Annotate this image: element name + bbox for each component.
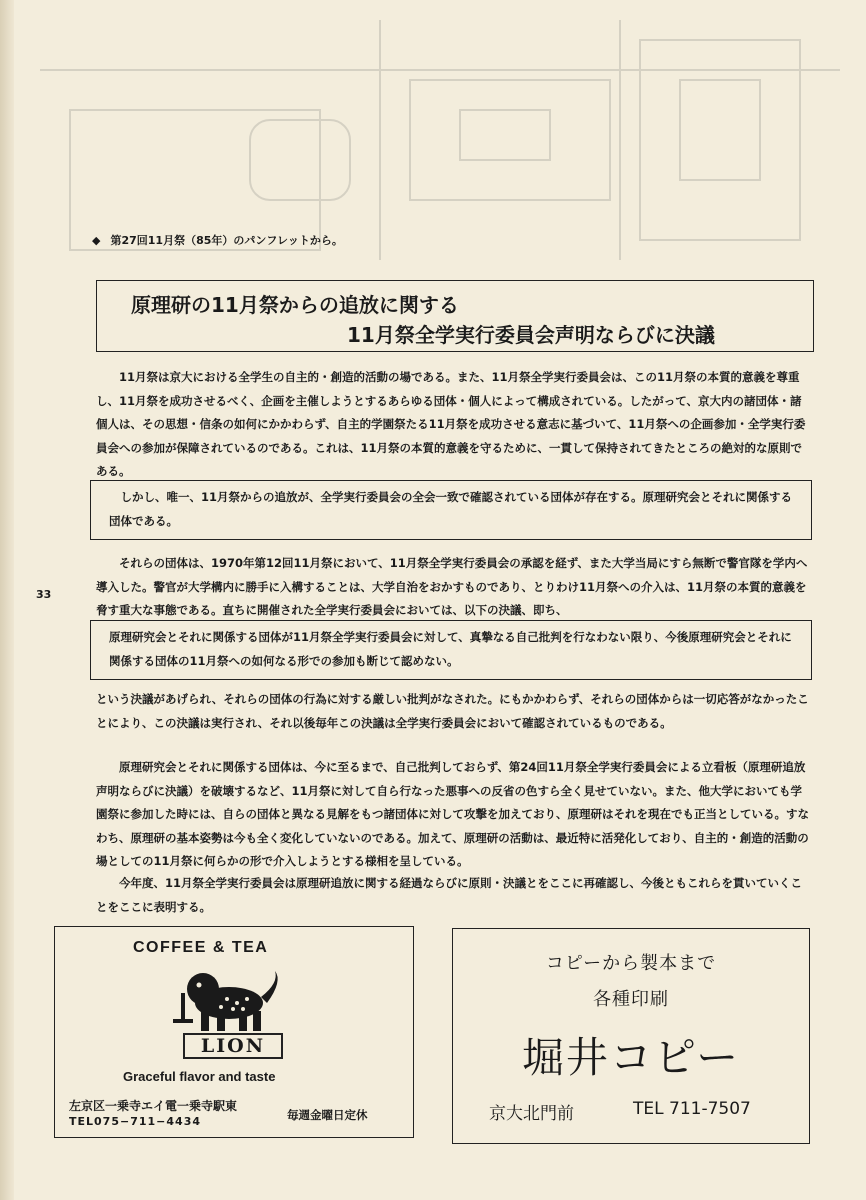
body-paragraph-3: という決議があげられ、それらの団体の行為に対する厳しい批判がなされた。にもかかわらず、それらの団体からは一切応答がなかったことにより、この決議は実行され、それ以後毎年この決議は全学実行委員会において確認されているものである。: [96, 692, 809, 730]
boxed-text-1: しかし、唯一、11月祭からの追放が、全学実行委員会の全会一致で確認されている団体が存在する。原理研究会とそれに関係する団体である。: [109, 490, 792, 528]
title-line-1: 原理研の11月祭からの追放に関する: [131, 293, 459, 317]
faded-campus-map-background: [40, 20, 840, 260]
resolution-box: [90, 620, 812, 680]
shop-name-horii: 堀井コピー: [521, 1033, 741, 1082]
shop-address: 左京区一乗寺エイ電一乗寺駅東: [69, 1099, 238, 1113]
photo-caption: [92, 232, 343, 248]
lion-icon: [167, 963, 287, 1035]
ad-service: 各種印刷: [593, 989, 669, 1010]
shop-phone: TEL075−711−4434: [69, 1115, 201, 1128]
title-line-2: 11月祭全学実行委員会声明ならびに決議: [347, 323, 715, 347]
shop-name-lion: LION: [183, 1033, 283, 1059]
highlighted-statement-box-1: [90, 480, 812, 540]
body-paragraph-1: 11月祭は京大における全学生の自主的・創造的活動の場である。また、11月祭全学実行委員会は、この11月祭の本質的意義を尊重し、11月祭を成功させるべく、企画を主催しようとするあらゆる団体・個人によって構成されている。したがって、京大内の諸団体・諸個人は、その思想・信条の如何にかかわらず、自主的学園祭たる11月祭を成功させる意志に基づいて、11月祭への企画参加・全学実行委員会への参加が保障されているのである。これは、11月祭の本質的意義を守るために、一貫して保持されてきたところの絶対的な原則である。: [96, 370, 806, 478]
shop-closed-day: 毎週金曜日定休: [287, 1108, 368, 1122]
shop-phone-horii: TEL 711-7507: [633, 1099, 751, 1119]
statement-title-box: [96, 280, 814, 352]
lion-coffee-advertisement: [54, 926, 414, 1138]
shop-location: 京大北門前: [489, 1104, 574, 1124]
ad-tagline: コピーから製本まで: [545, 953, 717, 974]
boxed-text-2: 原理研究会とそれに関係する団体が11月祭全学実行委員会に対して、真摯なる自己批判を行なわない限り、今後原理研究会とそれに関係する団体の11月祭への如何なる形での参加も断じて認めない。: [109, 630, 792, 668]
diamond-bullet-icon: ◆: [92, 234, 101, 247]
caption-text: 第27回11月祭（85年）のパンフレットから。: [110, 234, 343, 247]
body-paragraph-4: 原理研究会とそれに関係する団体は、今に至るまで、自己批判しておらず、第24回11月祭全学実行委員会による立看板（原理研追放声明ならびに決議）を破壊するなど、11月祭に対して自ら行なった悪事への反省の色すら全く見せていない。また、他大学においても学園祭に参加した時には、自らの団体と異なる見解をもつ諸団体に対して攻撃を加えており、原理研はそれを現在でも正当としている。すなわち、原理研の基本姿勢は今も全く変化していないのである。加えて、原理研の活動は、最近特に活発化しており、自主的・創造的活動の場としての11月祭に何らかの形で介入しようとする様相を呈している。: [96, 760, 809, 868]
body-paragraph-2: それらの団体は、1970年第12回11月祭において、11月祭全学実行委員会の承認を経ず、また大学当局にすら無断で警官隊を学内へ導入した。警官が大学構内に勝手に入構することは、大学自治をおかすものであり、とりわけ11月祭への介入は、11月祭の本質的意義を脅す重大な事態である。直ちに開催された全学実行委員会においては、以下の決議、即ち、: [96, 556, 808, 617]
page-binding-edge: [0, 0, 14, 1200]
ad-slogan: Graceful flavor and taste: [123, 1069, 276, 1084]
page-number: 33: [36, 588, 52, 601]
horii-copy-advertisement: [452, 928, 810, 1144]
ad-heading: COFFEE & TEA: [133, 939, 269, 956]
body-paragraph-5: 今年度、11月祭全学実行委員会は原理研追放に関する経過ならびに原則・決議とをここに再確認し、今後ともこれらを貫いていくことをここに表明する。: [96, 876, 802, 914]
